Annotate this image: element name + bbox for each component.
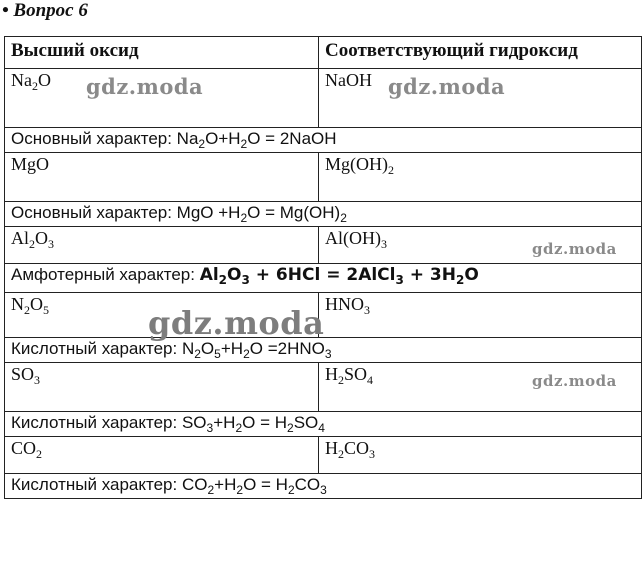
- table-row: [5, 128, 642, 153]
- oxide-cell: $Al_2O_3$: [5, 227, 319, 264]
- reaction-formula: $Al_2O_3 + 6HCl$ = 2AlCl$_3$ + $3H_2O$: [199, 265, 479, 287]
- table-row: [5, 153, 642, 202]
- table-row: [5, 363, 642, 412]
- watermark-logo: gdz.moda: [388, 74, 506, 99]
- table-row: [5, 227, 642, 264]
- watermark-logo: gdz.moda: [148, 304, 325, 342]
- oxide-hydroxide-table: [4, 36, 642, 499]
- table-row: [5, 338, 642, 363]
- hydroxide-cell: $H_2SO_4$: [319, 363, 642, 412]
- question-title: • Вопрос 6: [2, 0, 88, 21]
- table-row: [5, 474, 642, 499]
- character-label: Амфотерный характер:: [11, 265, 200, 284]
- table-row: [5, 437, 642, 474]
- oxide-cell: MgO: [5, 153, 319, 202]
- table-row: [5, 69, 642, 128]
- table-row: [5, 412, 642, 437]
- character-note: Основный характер: $Na_2O+H_2O$ = 2NaOH: [5, 128, 642, 153]
- character-note: Кислотный характер: $SO_3+H_2O = H_2SO_4$: [5, 412, 642, 437]
- hydroxide-cell: $H_2CO_3$: [319, 437, 642, 474]
- oxide-cell: $Na_2O$: [5, 69, 319, 128]
- character-note: Основный характер: MgO $+H_2O = Mg(OH)_2$: [5, 202, 642, 227]
- header-hydroxide: Соответствующий гидроксид: [319, 37, 642, 69]
- oxide-cell: $N_2O_5$: [5, 293, 319, 338]
- character-note: Кислотный характер: $CO_2+H_2O = H_2CO_3$: [5, 474, 642, 499]
- hydroxide-cell: NaOH: [319, 69, 642, 128]
- watermark-logo: gdz.moda: [532, 372, 617, 390]
- table-row: [5, 293, 642, 338]
- hydroxide-cell: $Al(OH)_3$: [319, 227, 642, 264]
- oxide-cell: $CO_2$: [5, 437, 319, 474]
- watermark-logo: gdz.moda: [532, 240, 617, 258]
- header-oxide: Высший оксид: [5, 37, 319, 69]
- hydroxide-cell: $HNO_3$: [319, 293, 642, 338]
- oxide-cell: $SO_3$: [5, 363, 319, 412]
- table-row: [5, 264, 642, 293]
- table-row: [5, 202, 642, 227]
- character-note: [5, 264, 642, 293]
- watermark-logo: gdz.moda: [86, 74, 204, 99]
- character-note: Кислотный характер: $N_2O_5+H_2O =2HNO_3$: [5, 338, 642, 363]
- hydroxide-cell: $Mg(OH)_2$: [319, 153, 642, 202]
- table-header-row: [5, 37, 642, 69]
